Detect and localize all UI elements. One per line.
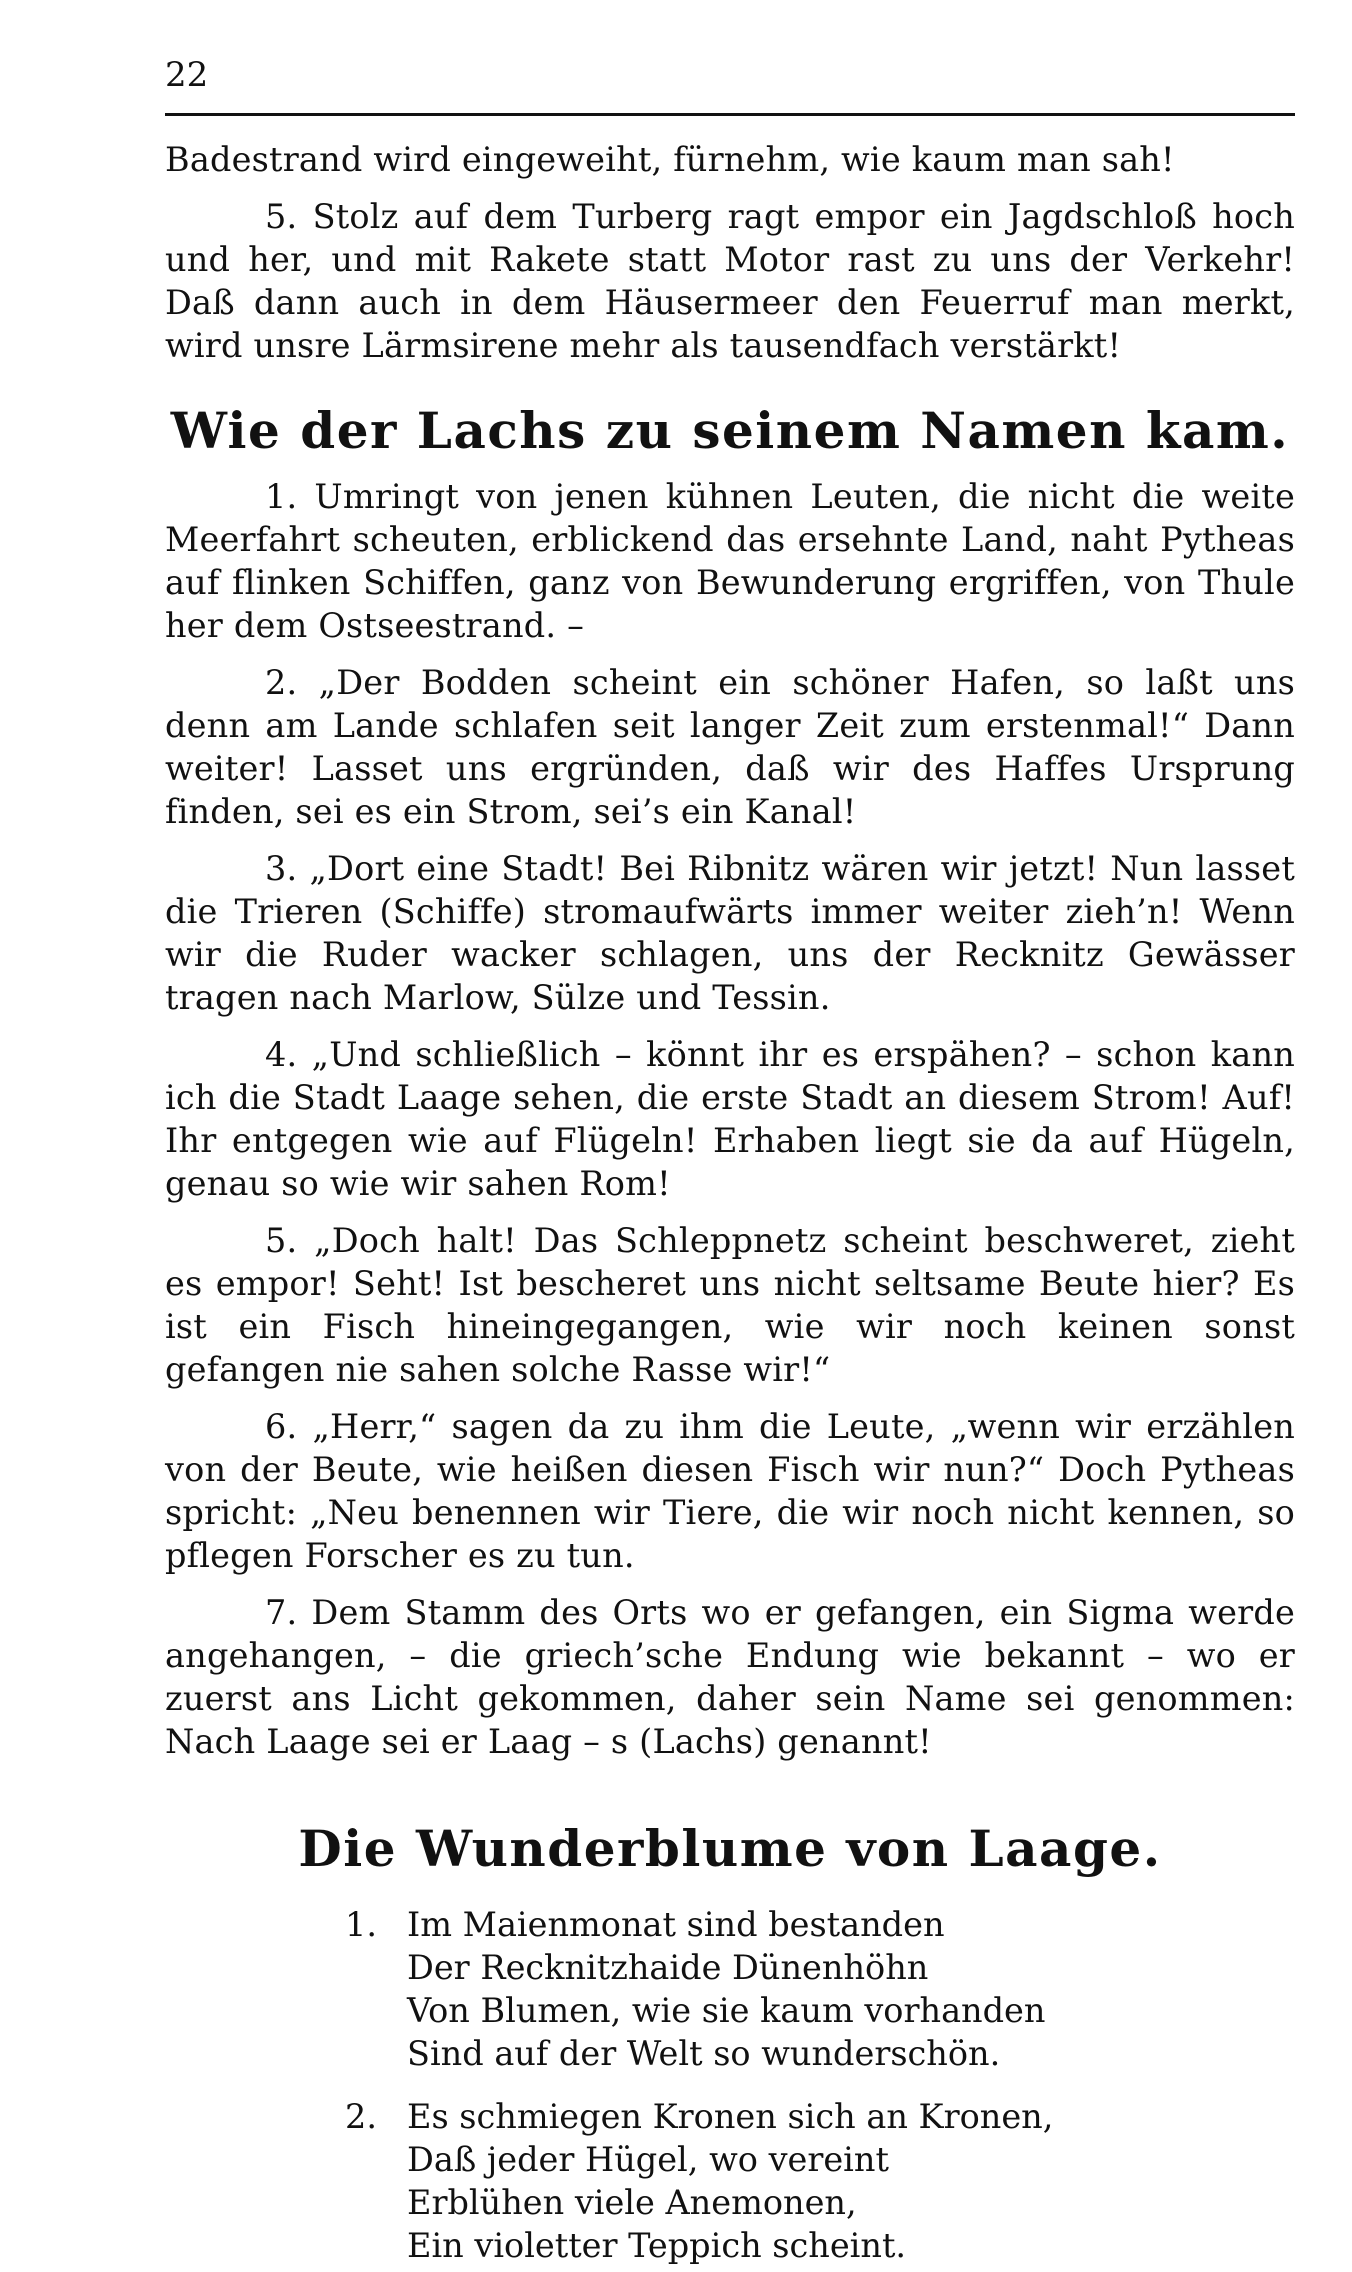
stanza-line: Im Maienmonat sind bestanden bbox=[407, 1905, 945, 1944]
intro-line: Badestrand wird eingeweiht, fürnehm, wie kaum man sah! bbox=[165, 140, 1175, 179]
lachs-paragraph-6: 6. „Herr,“ sagen da zu ihm die Leute, „wenn wir erzählen von der Beute, wie heißen diesen Fisch wir nun?“ Doch Pytheas spricht: „Neu benennen wir Tiere, die wir noch nicht kennen, so pflegen Forscher es zu tun. bbox=[165, 1407, 1295, 1575]
lachs-paragraph-5: 5. „Doch halt! Das Schleppnetz scheint beschweret, zieht es empor! Seht! Ist bescheret uns nicht seltsame Beute hier? Es ist ein Fisch hineingegangen, wie wir noch keinen sonst gefangen nie sahen solche Rasse wir!“ bbox=[165, 1221, 1295, 1389]
lachs-paragraph-4: 4. „Und schließlich – könnt ihr es erspähen? – schon kann ich die Stadt Laage sehen, die erste Stadt an diesem Strom! Auf! Ihr entgegen wie auf Flügeln! Erhaben liegt sie da auf Hügeln, genau so wie wir sahen Rom! bbox=[165, 1035, 1295, 1203]
lachs-paragraph-2: 2. „Der Bodden scheint ein schöner Hafen, so laßt uns denn am Lande schlafen seit langer Zeit zum erstenmal!“ Dann weiter! Lasset uns ergründen, daß wir des Haffes Ursprung finden, sei es ein Strom, sei’s ein Kanal! bbox=[165, 663, 1295, 831]
continued-poem bbox=[165, 138, 1295, 367]
stanza-line: Ein violetter Teppich scheint. bbox=[407, 2226, 907, 2265]
wunderblume-stanza-2 bbox=[345, 2095, 1295, 2267]
section-title-wunderblume: Die Wunderblume von Laage. bbox=[298, 1819, 1162, 1878]
book-page bbox=[165, 55, 1295, 2267]
stanza-number: 1. bbox=[345, 1905, 377, 1944]
stanza-line: Erblühen viele Anemonen, bbox=[407, 2183, 857, 2222]
stanza-line: Es schmiegen Kronen sich an Kronen, bbox=[407, 2097, 1054, 2136]
stanza-line: Der Recknitzhaide Dünenhöhn bbox=[407, 1948, 929, 1987]
header-rule bbox=[165, 113, 1295, 116]
stanza-line: Von Blumen, wie sie kaum vorhanden bbox=[407, 1991, 1046, 2030]
lachs-paragraph-3: 3. „Dort eine Stadt! Bei Ribnitz wären wir jetzt! Nun lasset die Trieren (Schiffe) stromaufwärts immer weiter zieh’n! Wenn wir die Ruder wacker schlagen, uns der Recknitz Gewässer tragen nach Marlow, Sülze und Tessin. bbox=[165, 849, 1295, 1017]
page-number: 22 bbox=[165, 55, 209, 95]
section-lachs-body bbox=[165, 475, 1295, 1763]
wunderblume-stanza-1 bbox=[345, 1903, 1295, 2075]
stanza-line: Sind auf der Welt so wunderschön. bbox=[407, 2034, 1001, 2073]
lachs-paragraph-1: 1. Umringt von jenen kühnen Leuten, die nicht die weite Meerfahrt scheuten, erblickend das ersehnte Land, naht Pytheas auf flinken Schiffen, ganz von Bewunderung ergriffen, von Thule her dem Ostseestrand. – bbox=[165, 477, 1295, 645]
stanza-line: Daß jeder Hügel, wo vereint bbox=[407, 2140, 889, 2179]
lachs-paragraph-7: 7. Dem Stamm des Orts wo er gefangen, ein Sigma werde angehangen, – die griech’sche Endung wie bekannt – wo er zuerst ans Licht gekommen, daher sein Name sei genommen: Nach Laage sei er Laag – s (Lachs) genannt! bbox=[165, 1593, 1295, 1761]
stanza-number: 2. bbox=[345, 2097, 377, 2136]
verse-5-previous: 5. Stolz auf dem Turberg ragt empor ein Jagdschloß hoch und her, und mit Rakete statt Motor rast zu uns der Verkehr! Daß dann auch in dem Häusermeer den Feuerruf man merkt, wird unsre Lärmsirene mehr als tausendfach verstärkt! bbox=[165, 197, 1295, 365]
section-title-lachs: Wie der Lachs zu seinem Namen kam. bbox=[170, 401, 1290, 460]
